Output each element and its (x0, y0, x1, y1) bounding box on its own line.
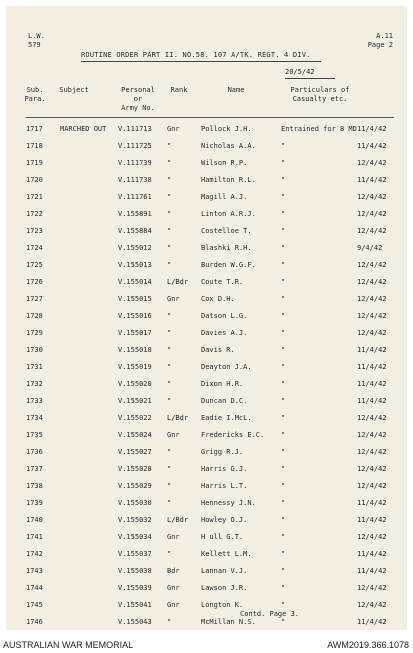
document-date: 20/5/42 (285, 68, 315, 76)
date-cell: 11/4/42 (357, 363, 387, 371)
particulars-cell: " (281, 448, 286, 456)
date-cell: 12/4/42 (357, 482, 387, 490)
column-header-particulars (281, 86, 359, 104)
date-cell: 11/4/42 (357, 499, 387, 507)
rank-cell: " (167, 499, 172, 507)
particulars-cell: " (281, 397, 286, 405)
sub-para-number: 1723 (26, 227, 43, 235)
army-number: V.155016 (118, 312, 152, 320)
archive-name: AUSTRALIAN WAR MEMORIAL (3, 640, 134, 650)
date-cell: 11/4/42 (357, 516, 387, 524)
particulars-cell: " (281, 176, 286, 184)
soldier-name: Coute T.R. (201, 278, 244, 286)
col-sub-line2: Para. (24, 95, 46, 103)
army-number: V.155043 (118, 618, 152, 626)
rank-cell: L/Bdr (167, 414, 189, 422)
sub-para-number: 1731 (26, 363, 43, 371)
particulars-cell: " (281, 601, 286, 609)
army-number: V.155038 (118, 567, 152, 575)
particulars-cell: " (281, 533, 286, 541)
rank-cell: Gnr (167, 584, 180, 592)
soldier-name: Cox D.H. (201, 295, 235, 303)
army-number: V.155030 (118, 499, 152, 507)
column-header-rank (164, 86, 194, 95)
file-reference (28, 32, 45, 50)
rank-cell: " (167, 159, 172, 167)
sub-para-number: 1725 (26, 261, 43, 269)
sub-para-number: 1742 (26, 550, 43, 558)
rank-cell: " (167, 329, 172, 337)
sub-para-number: 1735 (26, 431, 43, 439)
page-number: Page 2 (367, 41, 393, 49)
continuation-note: Contd. Page 3. (240, 610, 300, 618)
col-army-line1: Personal (121, 86, 155, 94)
soldier-name: Costelloe T. (201, 227, 252, 235)
sub-para-number: 1718 (26, 142, 43, 150)
army-number: V.155891 (118, 210, 152, 218)
col-part-line1: Particulars of (290, 86, 350, 94)
file-ref-line1: L.W. (28, 32, 45, 40)
rank-cell: L/Bdr (167, 278, 189, 286)
rank-cell: " (167, 618, 172, 626)
soldier-name: Harris G.J. (201, 465, 248, 473)
soldier-name: Lawson J.R. (201, 584, 248, 592)
sub-para-number: 1736 (26, 448, 43, 456)
soldier-name: Howley O.J. (201, 516, 248, 524)
sub-para-number: 1745 (26, 601, 43, 609)
document-page (6, 6, 407, 630)
date-cell: 11/4/42 (357, 567, 387, 575)
sub-para-number: 1738 (26, 482, 43, 490)
sub-para-number: 1741 (26, 533, 43, 541)
rank-cell: Gnr (167, 533, 180, 541)
particulars-cell: " (281, 363, 286, 371)
particulars-cell: " (281, 312, 286, 320)
date-cell: 12/4/42 (357, 448, 387, 456)
soldier-name: Dixon H.R. (201, 380, 244, 388)
header-rule (26, 117, 394, 118)
soldier-name: Wilson R.P. (201, 159, 248, 167)
date-cell: 12/4/42 (357, 193, 387, 201)
particulars-cell: " (281, 380, 286, 388)
soldier-name: Davies A.J. (201, 329, 248, 337)
date-cell: 12/4/42 (357, 278, 387, 286)
date-cell: 12/4/42 (357, 159, 387, 167)
sub-para-number: 1724 (26, 244, 43, 252)
rank-cell: " (167, 346, 172, 354)
army-number: V.155041 (118, 601, 152, 609)
date-cell: 12/4/42 (357, 227, 387, 235)
rank-cell: " (167, 363, 172, 371)
particulars-cell: " (281, 210, 286, 218)
soldier-name: Kellett L.M. (201, 550, 252, 558)
particulars-cell: " (281, 618, 286, 626)
army-number: V.111738 (118, 176, 152, 184)
title-underline (81, 61, 321, 62)
army-number: V.155013 (118, 261, 152, 269)
particulars-cell: " (281, 159, 286, 167)
sub-para-number: 1739 (26, 499, 43, 507)
rank-cell: " (167, 193, 172, 201)
date-cell: 12/4/42 (357, 431, 387, 439)
soldier-name: Eadie I.McL. (201, 414, 252, 422)
soldier-name: Hennessy J.N. (201, 499, 256, 507)
sub-para-number: 1744 (26, 584, 43, 592)
rank-cell: " (167, 312, 172, 320)
date-cell: 11/4/42 (357, 125, 387, 133)
army-number: V.155021 (118, 397, 152, 405)
date-cell: 11/4/42 (357, 618, 387, 626)
date-cell: 12/4/42 (357, 295, 387, 303)
sub-para-number: 1730 (26, 346, 43, 354)
sub-para-number: 1737 (26, 465, 43, 473)
col-sub-line1: Sub. (26, 86, 44, 94)
army-number: V.155022 (118, 414, 152, 422)
col-subject-label: Subject (59, 86, 89, 94)
col-army-line2: or (133, 95, 143, 103)
page-ref-line1: A.11 (376, 32, 393, 40)
soldier-name: Longton K. (201, 601, 244, 609)
accession-number: AWM2019.366.1078 (327, 640, 409, 650)
particulars-cell: " (281, 261, 286, 269)
army-number: V.111725 (118, 142, 152, 150)
army-number: V.155019 (118, 363, 152, 371)
date-cell: 12/4/42 (357, 261, 387, 269)
sub-para-number: 1720 (26, 176, 43, 184)
particulars-cell: " (281, 193, 286, 201)
army-number: V.155012 (118, 244, 152, 252)
army-number: V.155024 (118, 431, 152, 439)
soldier-name: Pollock J.H. (201, 125, 252, 133)
sub-para-number: 1721 (26, 193, 43, 201)
subject-cell: MARCHED OUT (60, 125, 107, 133)
army-number: V.155027 (118, 448, 152, 456)
particulars-cell: " (281, 414, 286, 422)
army-number: V.155015 (118, 295, 152, 303)
army-number: V.155028 (118, 465, 152, 473)
particulars-cell: " (281, 516, 286, 524)
soldier-name: Lannan V.J. (201, 567, 248, 575)
date-cell: 11/4/42 (357, 380, 387, 388)
particulars-cell: " (281, 482, 286, 490)
rank-cell: " (167, 210, 172, 218)
column-header-subject (52, 86, 96, 95)
sub-para-number: 1722 (26, 210, 43, 218)
col-name-label: Name (227, 86, 245, 94)
army-number: V.155018 (118, 346, 152, 354)
file-ref-line2: 579 (28, 41, 41, 49)
army-number: V.155032 (118, 516, 152, 524)
army-number: V.111761 (118, 193, 152, 201)
column-header-army-no (116, 86, 160, 113)
sub-para-number: 1719 (26, 159, 43, 167)
date-cell: 11/4/42 (357, 397, 387, 405)
army-number: V.111713 (118, 125, 152, 133)
sub-para-number: 1726 (26, 278, 43, 286)
particulars-cell: " (281, 142, 286, 150)
sub-para-number: 1746 (26, 618, 43, 626)
date-cell: 12/4/42 (357, 414, 387, 422)
particulars-cell: " (281, 329, 286, 337)
date-cell: 12/4/42 (357, 312, 387, 320)
date-cell: 11/4/42 (357, 176, 387, 184)
rank-cell: Gnr (167, 601, 180, 609)
soldier-name: Duncan D.C. (201, 397, 248, 405)
document-title: ROUTINE ORDER PART II. NO.58. 107 A/TK. REGT. 4 DIV. (81, 51, 311, 59)
army-number: V.155884 (118, 227, 152, 235)
rank-cell: Gnr (167, 431, 180, 439)
particulars-cell: " (281, 295, 286, 303)
rank-cell: " (167, 380, 172, 388)
col-army-line3: Army No. (121, 104, 155, 112)
date-underline (285, 78, 335, 79)
date-cell: 12/4/42 (357, 329, 387, 337)
sub-para-number: 1729 (26, 329, 43, 337)
caption-strip (0, 636, 413, 653)
rank-cell: " (167, 261, 172, 269)
rank-cell: " (167, 448, 172, 456)
army-number: V.155039 (118, 584, 152, 592)
particulars-cell: Entrained for 8 MD (281, 125, 357, 133)
soldier-name: Fredericks E.C. (201, 431, 265, 439)
soldier-name: Datson L.G. (201, 312, 248, 320)
date-cell: 9/4/42 (357, 244, 383, 252)
particulars-cell: " (281, 499, 286, 507)
date-cell: 12/4/42 (357, 465, 387, 473)
col-part-line2: Casualty etc. (292, 95, 348, 103)
particulars-cell: " (281, 244, 286, 252)
rank-cell: Gnr (167, 295, 180, 303)
particulars-cell: " (281, 227, 286, 235)
column-header-name (221, 86, 251, 95)
rank-cell: " (167, 550, 172, 558)
date-cell: 11/4/42 (357, 346, 387, 354)
sub-para-number: 1727 (26, 295, 43, 303)
particulars-cell: " (281, 346, 286, 354)
soldier-name: Deayton J.A. (201, 363, 252, 371)
particulars-cell: " (281, 567, 286, 575)
particulars-cell: " (281, 431, 286, 439)
army-number: V.155020 (118, 380, 152, 388)
sub-para-number: 1717 (26, 125, 43, 133)
sub-para-number: 1728 (26, 312, 43, 320)
rank-cell: Bdr (167, 567, 180, 575)
soldier-name: Burden W.G.F. (201, 261, 256, 269)
rank-cell: " (167, 244, 172, 252)
column-header-sub-para (20, 86, 50, 104)
soldier-name: McMillan N.S. (201, 618, 256, 626)
sub-para-number: 1732 (26, 380, 43, 388)
date-cell: 12/4/42 (357, 533, 387, 541)
table-row (6, 618, 407, 638)
rank-cell: " (167, 227, 172, 235)
date-cell: 12/4/42 (357, 584, 387, 592)
sub-para-number: 1740 (26, 516, 43, 524)
particulars-cell: " (281, 584, 286, 592)
soldier-name: Blashki R.H. (201, 244, 252, 252)
particulars-cell: " (281, 465, 286, 473)
date-cell: 11/4/42 (357, 142, 387, 150)
soldier-name: Linton A.R.J. (201, 210, 256, 218)
army-number: V.111739 (118, 159, 152, 167)
rank-cell: L/Bdr (167, 516, 189, 524)
sub-para-number: 1733 (26, 397, 43, 405)
rank-cell: " (167, 482, 172, 490)
rank-cell: " (167, 465, 172, 473)
sub-para-number: 1743 (26, 567, 43, 575)
soldier-name: Harris L.T. (201, 482, 248, 490)
sub-para-number: 1734 (26, 414, 43, 422)
rank-cell: " (167, 176, 172, 184)
army-number: V.155029 (118, 482, 152, 490)
rank-cell: Gnr (167, 125, 180, 133)
soldier-name: Magill A.J. (201, 193, 248, 201)
date-cell: 12/4/42 (357, 601, 387, 609)
date-cell: 12/4/42 (357, 210, 387, 218)
soldier-name: Nicholas A.A. (201, 142, 256, 150)
rank-cell: " (167, 397, 172, 405)
army-number: V.155017 (118, 329, 152, 337)
particulars-cell: " (281, 550, 286, 558)
army-number: V.155014 (118, 278, 152, 286)
army-number: V.155037 (118, 550, 152, 558)
soldier-name: Grigg R.J. (201, 448, 244, 456)
soldier-name: Hamilton R.L. (201, 176, 256, 184)
soldier-name: Davis R. (201, 346, 235, 354)
rank-cell: " (167, 142, 172, 150)
page-reference (368, 32, 393, 50)
army-number: V.155034 (118, 533, 152, 541)
col-rank-label: Rank (170, 86, 188, 94)
date-cell: 11/4/42 (357, 550, 387, 558)
soldier-name: H ull G.T. (201, 533, 244, 541)
particulars-cell: " (281, 278, 286, 286)
